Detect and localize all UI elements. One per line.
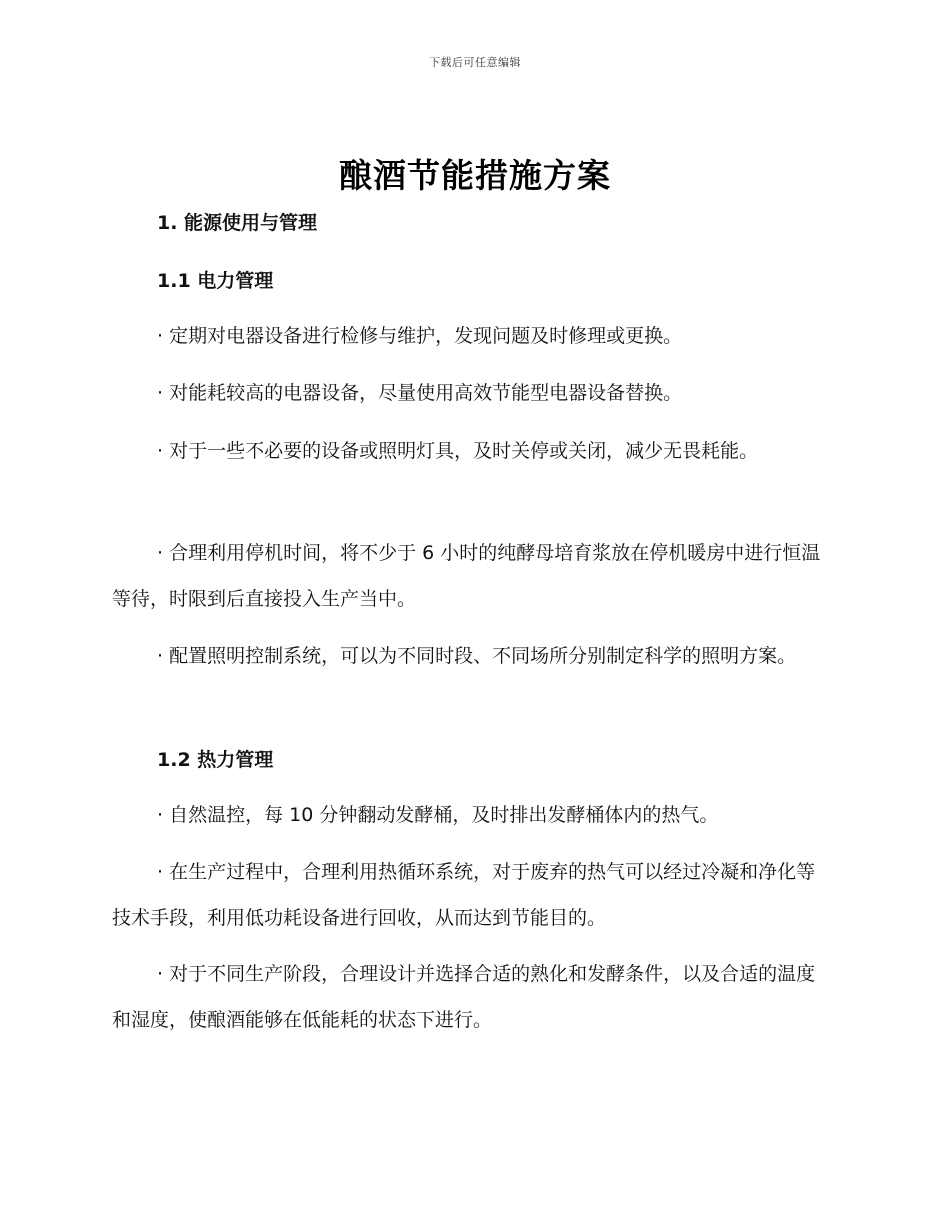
document-title: 酿酒节能措施方案 (339, 156, 611, 195)
section-heading-power-management: 1.1 电力管理 (157, 270, 274, 292)
list-item: · 配置照明控制系统，可以为不同时段、不同场所分别制定科学的照明方案。 (157, 645, 797, 667)
list-item: · 自然温控，每 10 分钟翻动发酵桶，及时排出发酵桶体内的热气。 (157, 804, 719, 826)
section-heading-heat-management: 1.2 热力管理 (157, 749, 274, 771)
list-item: · 定期对电器设备进行检修与维护，发现问题及时修理或更换。 (157, 325, 683, 347)
list-item: · 合理利用停机时间，将不少于 6 小时的纯酵母培育浆放在停机暖房中进行恒温等待，时限到后直接投入生产当中。 (112, 542, 821, 610)
list-item: · 对于不同生产阶段，合理设计并选择合适的熟化和发酵条件，以及合适的温度和湿度，使酿酒能够在低能耗的状态下进行。 (112, 963, 816, 1031)
section-heading-energy-management: 1. 能源使用与管理 (157, 212, 318, 234)
list-item: · 对于一些不必要的设备或照明灯具，及时关停或关闭，减少无畏耗能。 (157, 440, 759, 462)
list-item: · 对能耗较高的电器设备，尽量使用高效节能型电器设备替换。 (157, 382, 683, 404)
header-note: 下载后可任意编辑 (429, 56, 521, 69)
list-item: · 在生产过程中，合理利用热循环系统，对于废弃的热气可以经过冷凝和净化等技术手段，利用低功耗设备进行回收，从而达到节能目的。 (112, 861, 816, 929)
